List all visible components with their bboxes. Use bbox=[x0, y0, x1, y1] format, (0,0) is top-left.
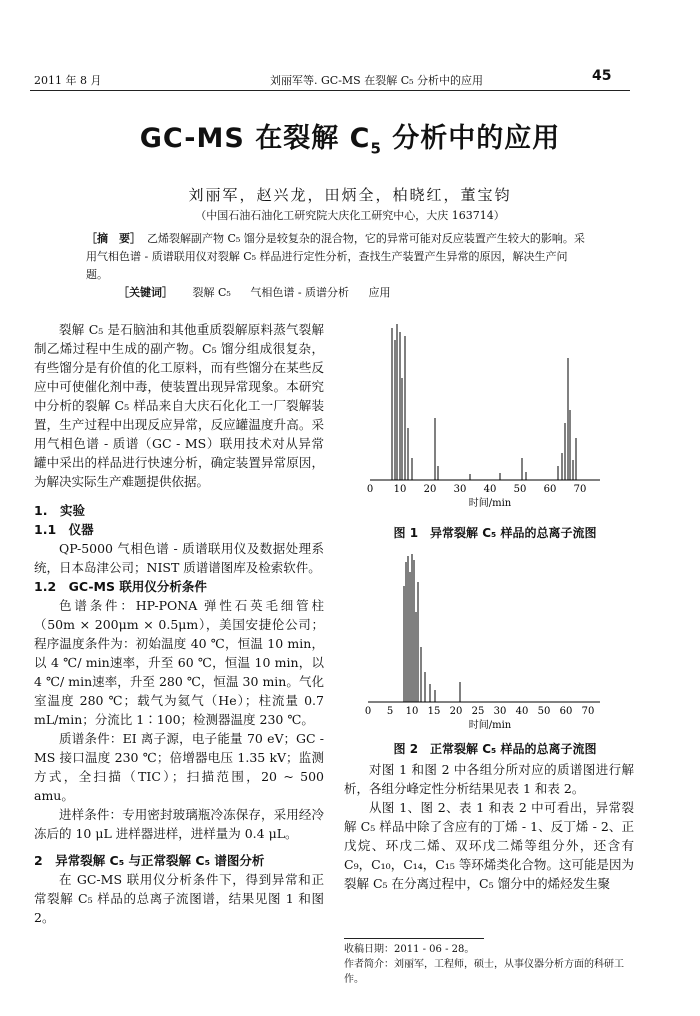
tick-label: 15 bbox=[427, 706, 441, 717]
tick-label: 20 bbox=[423, 484, 437, 495]
tick-label: 5 bbox=[386, 706, 394, 717]
tick-label: 40 bbox=[515, 706, 529, 717]
left-column bbox=[34, 320, 324, 927]
tick-label: 50 bbox=[513, 484, 527, 495]
figure-2-chromatogram bbox=[350, 552, 640, 738]
keywords-label: ［关键词］ bbox=[118, 286, 173, 299]
tick-label: 40 bbox=[483, 484, 497, 495]
figure-1-caption: 图 1 异常裂解 C₅ 样品的总离子流图 bbox=[393, 526, 597, 540]
tick-label: 50 bbox=[537, 706, 551, 717]
subsection-heading: 1.1 仪器 bbox=[34, 522, 94, 537]
paragraph: 从图 1、图 2、表 1 和表 2 中可看出，异常裂解 C₅ 样品中除了含应有的丁烯 - 1、反丁烯 - 2、正戊烷、环戊二烯、双环戊二烯等组分外，还含有 C₉，C₁₀，C₁₄，C₁₅ 等环烯类化合物。这可能是因为裂解 C₅ 在分离过程中，C₅ 馏分中的烯烃发生聚 bbox=[344, 800, 634, 891]
tick-label: 30 bbox=[493, 706, 507, 717]
abstract bbox=[86, 230, 586, 284]
tick-label: 70 bbox=[573, 484, 587, 495]
keyword: 裂解 C₅ bbox=[192, 286, 231, 299]
tick-label: 25 bbox=[471, 706, 485, 717]
figure-1-chromatogram bbox=[350, 318, 640, 516]
paragraph: 在 GC-MS 联用仪分析条件下，得到异常和正常裂解 C₅ 样品的总离子流图谱，结果见图 1 和图 2。 bbox=[34, 872, 324, 925]
tick-label: 60 bbox=[559, 706, 573, 717]
paragraph: 质谱条件：EI 离子源，电子能量 70 eV；GC - MS 接口温度 230 ℃；倍增器电压 1.35 kV；监测方式，全扫描（TIC）；扫描范围，20 ~ 500 amu。 bbox=[34, 731, 324, 803]
footnote-rule bbox=[344, 938, 484, 939]
tick-label: 0 bbox=[364, 706, 372, 717]
intro-paragraph: 裂解 C₅ 是石脑油和其他重质裂解原料蒸气裂解制乙烯过程中生成的副产物。C₅ 馏分组成很复杂，有些馏分是有价值的化工原料，而有些馏分在某些反应中可使催化剂中毒，使装置出现异常现象。本研究中分析的裂解 C₅ 样品来自大庆石化化工一厂裂解装置，生产过程中出现反应异常，反应罐温度升高。采用气相色谱 - 质谱（GC - MS）联用技术对从异常罐中采出的样品进行快速分析，确定装置异常原因，为解决实际生产难题提供依据。 bbox=[34, 322, 324, 489]
article-title: GC-MS 在裂解 $C_5$ 分析中的应用 bbox=[139, 123, 561, 158]
keyword: 气相色谱 - 质谱分析 bbox=[250, 286, 350, 299]
affiliation: （中国石油石油化工研究院大庆化工研究中心，大庆 163714） bbox=[195, 209, 505, 222]
paragraph: 对图 1 和图 2 中各组分所对应的质谱图进行解析，各组分峰定性分析结果见表 1 和表 2。 bbox=[344, 762, 634, 796]
x-axis-label: 时间/min bbox=[468, 498, 512, 509]
footnote-received: 收稿日期：2011 - 06 - 28。 bbox=[344, 944, 475, 955]
paragraph: QP-5000 气相色谱 - 质谱联用仪及数据处理系统，日本岛津公司；NIST 质谱谱图库及检索软件。 bbox=[34, 541, 324, 575]
section-heading: 1. 实验 bbox=[34, 503, 85, 518]
footnote bbox=[344, 942, 634, 987]
x-axis-label: 时间/min bbox=[468, 720, 512, 731]
header-rule bbox=[30, 90, 630, 91]
tick-label: 20 bbox=[449, 706, 463, 717]
tick-label: 10 bbox=[405, 706, 419, 717]
header-date: 2011 年 8 月 bbox=[34, 74, 102, 87]
abstract-label: ［摘 要］ bbox=[86, 232, 141, 245]
paragraph: 色谱条件：HP-PONA 弹性石英毛细管柱（50m × 200μm × 0.5μm），美国安捷伦公司；程序温度条件为：初始温度 40 ℃，恒温 10 min，以 4 ℃/ min速率，升至 60 ℃，恒温 10 min，以 4 ℃/ min速率，升至 280 ℃，恒温 30 min。气化室温度 280 ℃；载气为氦气（He）；柱流量 0.7 mL/min；分流比 1∶100；检测器温度 230 ℃。 bbox=[34, 598, 324, 727]
footnote-author: 作者简介：刘丽军，工程师，硕士，从事仪器分析方面的科研工作。 bbox=[344, 959, 624, 985]
keyword: 应用 bbox=[368, 286, 391, 299]
authors: 刘丽军，赵兴龙，田炳全，柏晓红，董宝钧 bbox=[188, 186, 512, 204]
peaks bbox=[392, 324, 576, 480]
tick-label: 0 bbox=[366, 484, 374, 495]
header-page-number: 45 bbox=[592, 68, 612, 84]
peaks bbox=[404, 554, 460, 702]
right-column bbox=[344, 760, 634, 893]
figure-2-caption: 图 2 正常裂解 C₅ 样品的总离子流图 bbox=[393, 742, 597, 756]
keywords bbox=[118, 284, 407, 300]
tick-label: 30 bbox=[453, 484, 467, 495]
header-running-title: 刘丽军等. GC-MS 在裂解 C₅ 分析中的应用 bbox=[270, 74, 484, 87]
paragraph: 进样条件：专用密封玻璃瓶冷冻保存，采用经冷冻后的 10 μL 进样器进样，进样量为 0.4 μL。 bbox=[34, 807, 324, 841]
section-heading: 2 异常裂解 C₅ 与正常裂解 C₅ 谱图分析 bbox=[34, 853, 265, 868]
tick-label: 70 bbox=[581, 706, 595, 717]
subsection-heading: 1.2 GC-MS 联用仪分析条件 bbox=[34, 579, 207, 594]
abstract-text: 乙烯裂解副产物 C₅ 馏分是较复杂的混合物，它的异常可能对反应装置产生较大的影响。采用气相色谱 - 质谱联用仪对裂解 C₅ 样品进行定性分析，查找生产装置产生异常的原因，解决生产问题。 bbox=[86, 232, 585, 281]
tick-label: 10 bbox=[393, 484, 407, 495]
tick-label: 60 bbox=[543, 484, 557, 495]
